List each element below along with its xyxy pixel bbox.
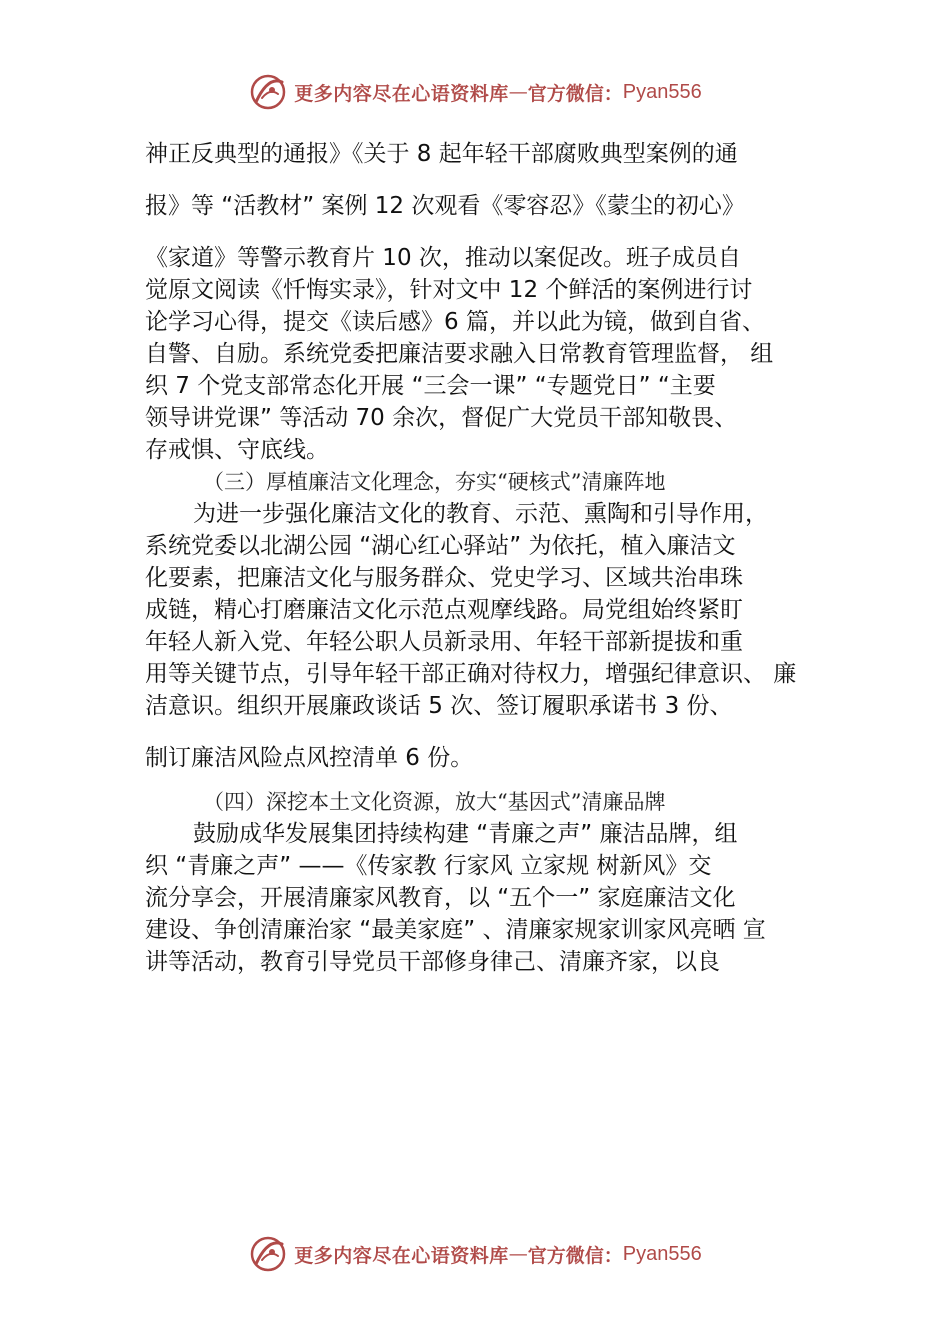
body-line: 报》等 “活教材” 案例 12 次观看《零容忍》《蒙尘的初心》 — [145, 193, 745, 219]
header-wechat-label: 官方微信： — [527, 82, 623, 105]
brand-logo-icon — [248, 72, 288, 112]
header-brand-text: 更多内容尽在心语资料库 — [294, 82, 509, 105]
body-line: 领导讲党课” 等活动 70 余次，督促广大党员干部知敬畏、 — [145, 405, 738, 431]
body-line: 织 7 个党支部常态化开展 “三会一课” “专题党日” “主要 — [145, 373, 716, 399]
body-line: 用等关键节点，引导年轻干部正确对待权力，增强纪律意识、 廉 — [145, 661, 797, 687]
body-line: 觉原文阅读《忏悔实录》，针对文中 12 个鲜活的案例进行讨 — [145, 277, 753, 303]
body-line: 存戒惧、守底线。 — [145, 437, 329, 463]
header-wechat-id: Pyan556 — [622, 80, 702, 103]
body-line: 成链，精心打磨廉洁文化示范点观摩线路。局党组始终紧盯 — [145, 597, 743, 623]
body-line: 鼓励成华发展集团持续构建 “青廉之声” 廉洁品牌，组 — [193, 821, 738, 847]
header-dash: — — [508, 81, 528, 103]
body-line: 化要素，把廉洁文化与服务群众、党史学习、区域共治串珠 — [145, 565, 743, 591]
body-line: 为进一步强化廉洁文化的教育、示范、熏陶和引导作用， — [193, 501, 768, 527]
body-line: 神正反典型的通报》《关于 8 起年轻干部腐败典型案例的通 — [145, 141, 738, 167]
section-heading-4: （四）深挖本土文化资源，放大“基因式”清廉品牌 — [203, 790, 666, 814]
body-line: 讲等活动，教育引导党员干部修身律己、清廉齐家，以良 — [145, 949, 720, 975]
brand-logo-icon — [248, 1234, 288, 1274]
body-line: 自警、自励。系统党委把廉洁要求融入日常教育管理监督， 组 — [145, 341, 774, 367]
footer-brand-text: 更多内容尽在心语资料库 — [294, 1244, 509, 1267]
document-body — [145, 138, 810, 978]
body-line: 《家道》等警示教育片 10 次，推动以案促改。班子成员自 — [145, 245, 741, 271]
body-line: 制订廉洁风险点风控清单 6 份。 — [145, 745, 474, 771]
body-line: 织 “青廉之声” ——《传家教 行家风 立家规 树新风》交 — [145, 853, 712, 879]
body-line: 流分享会，开展清廉家风教育，以 “五个一” 家庭廉洁文化 — [145, 885, 736, 911]
body-line: 论学习心得，提交《读后感》6 篇，并以此为镜，做到自省、 — [145, 309, 765, 335]
footer-wechat-label: 官方微信： — [527, 1244, 623, 1267]
body-line: 系统党委以北湖公园 “湖心红心驿站” 为依托，植入廉洁文 — [145, 533, 736, 559]
body-line: 建设、争创清廉治家 “最美家庭” 、清廉家规家训家风亮晒 宣 — [145, 917, 766, 943]
footer-banner — [0, 1232, 950, 1276]
section-heading-3: （三）厚植廉洁文化理念，夯实“硬核式”清廉阵地 — [203, 470, 666, 494]
body-line: 洁意识。组织开展廉政谈话 5 次、签订履职承诺书 3 份、 — [145, 693, 733, 719]
footer-dash: — — [508, 1243, 528, 1265]
header-banner — [0, 70, 950, 114]
body-line: 年轻人新入党、年轻公职人员新录用、年轻干部新提拔和重 — [145, 629, 743, 655]
footer-wechat-id: Pyan556 — [622, 1242, 702, 1265]
